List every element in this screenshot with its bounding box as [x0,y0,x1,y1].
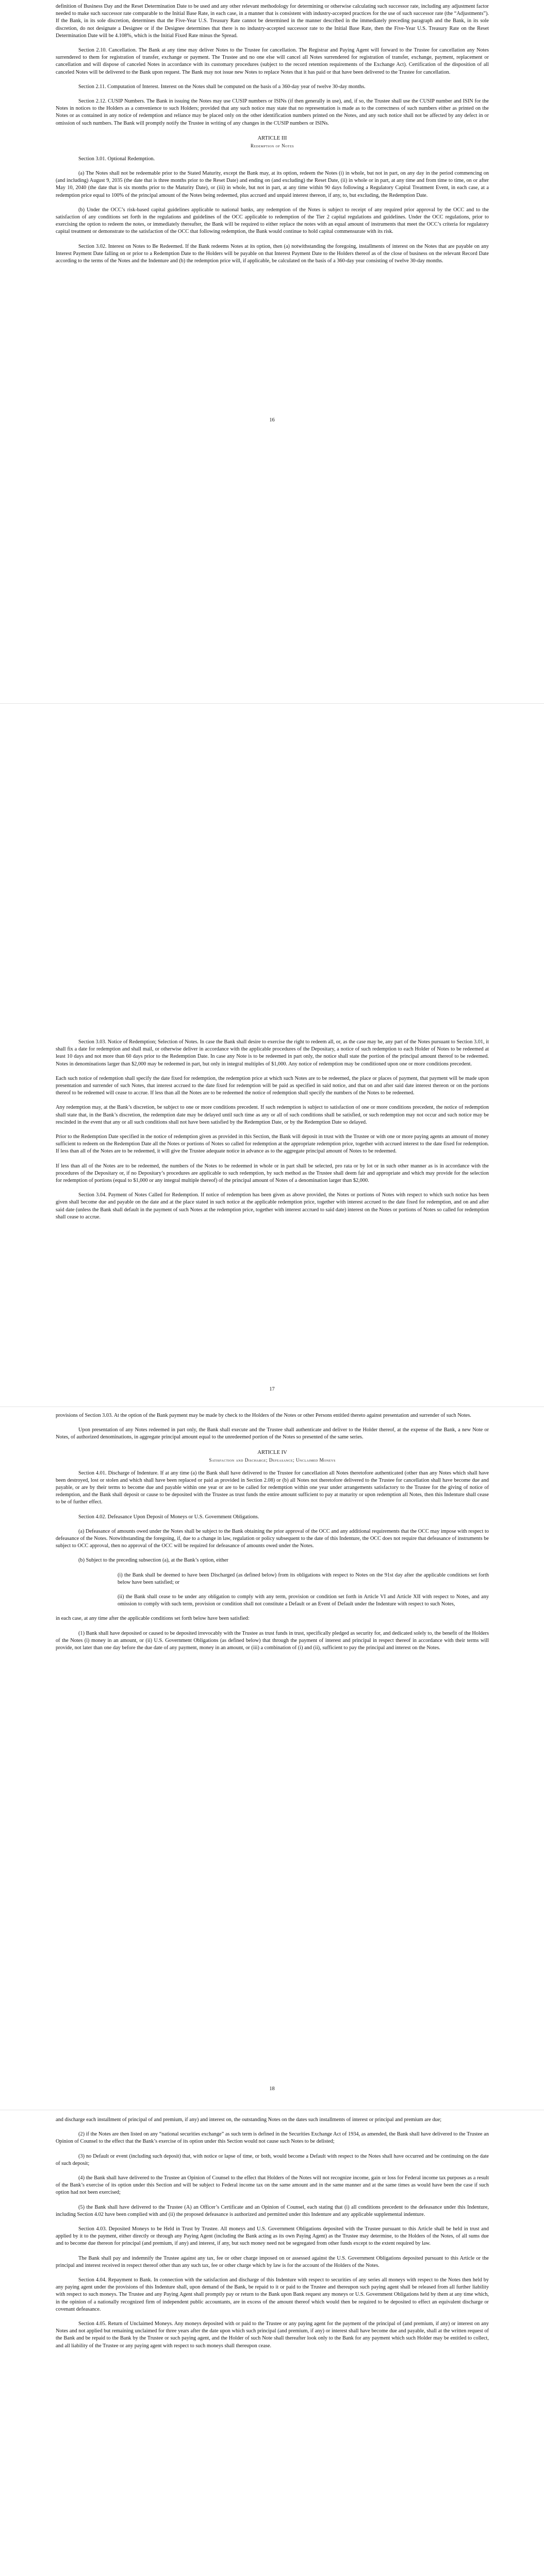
condition-5: (5) the Bank shall have delivered to the Trustee (A) an Officer’s Certificate and an Opinion of Counsel, each stating that (i) all conditions precedent to the defeasance under this Indenture, including Section 4.02 have been complied with and (ii) the proposed defeasance is authorized and permitted under this Indenture and any applicable supplemental indenture. [56,2204,489,2217]
partial-redemption-paragraph: Upon presentation of any Notes redeemed in part only, the Bank shall execute and the Trustee shall authenticate and deliver to the Holder thereof, at the expense of the Bank, a new Note or Notes, of authorized denominations, in aggregate principal amount equal to the unredeemed portion of the Notes so presented of the same series. [56,1427,489,1440]
article-subheading: Redemption of Notes [250,143,294,148]
section-3-03-notice: Each such notice of redemption shall specify the date fixed for redemption, the redemption price at which such Notes are to be redeemed, the place or places of payment, that payment will be made upon presentation and surrender of such Notes, that interest accrued to the date fixed for redemption will be paid as specified in said notice, and that on and after said date interest thereon or on the portions thereof to be redeemed will cease to accrue. If less than all the Notes are to be redeemed the notice of redemption shall specify the numbers of the Notes to be redeemed. [56,1075,489,1096]
section-4-02-b-i: (i) the Bank shall be deemed to have been Discharged (as defined below) from its obligations with respect to Notes on the 91st day after the applicable conditions set forth below have been satisfied; or [118,1572,489,1585]
page-number: 16 [269,417,275,423]
section-3-03-deposit: Prior to the Redemption Date specified in the notice of redemption given as provided in this Section, the Bank will deposit in trust with the Trustee or with one or more paying agents an amount of money sufficient to redeem on the Redemption Date all the Notes or portions of Notes so called for redemption at the appropriate redemption price, together with accrued interest to the date fixed for redemption. If less than all of the Notes are to be redeemed, it will give the Trustee adequate notice in advance as to the aggregate principal amount of Notes to be redeemed. [56,1134,489,1155]
section-3-03-selection: If less than all of the Notes are to be redeemed, the numbers of the Notes to be redeemed in whole or in part shall be selected, pro rata or by lot or in such other manner as is in accordance with the procedures of the Depositary or, if no Depositary’s procedures are applicable to such redemption, by such method as the Trustee shall deem fair and appropriate and which may provide for the selection for redemption of portions (equal to $1,000 or any integral multiple thereof) of the principal amount of Notes of a denomination larger than $2,000. [56,1163,489,1184]
page-19 [0,2110,544,2576]
page-17 [0,704,544,1406]
section-2-12: Section 2.12. CUSIP Numbers. The Bank in issuing the Notes may use CUSIP numbers or ISINs (if then generally in use), and, if so, the Trustee shall use the CUSIP number and ISIN for the Notes in notices to the Holders as a convenience to such Holders; provided that any such notice may state that no representation is made as to the correctness of such numbers either as printed on the Notes or as contained in any notice of redemption and reliance may be placed only on the other identification numbers printed on the Notes, and any such notice shall not be affected by any defect in or omission of such numbers. The Bank will promptly notify the Trustee in writing of any changes in the CUSIP numbers or ISINs. [56,98,489,126]
article-heading: ARTICLE IV [257,1449,287,1455]
section-4-02-c: in each case, at any time after the applicable conditions set forth below have been satisfied: [56,1616,250,1622]
section-3-01-b: (b) Under the OCC’s risk-based capital guidelines applicable to national banks, any redemption of the Notes is subject to receipt of any required prior approval by the OCC and to the satisfaction of any conditions set forth in the regulations and guidelines of the OCC applicable to redemption of the Tier 2 capital regulations and guidelines. Under the OCC regulations, prior to exercising the option to redeem the notes, or immediately thereafter, the Bank will be required to either replace the notes with an equal amount of instruments that meet the OCC’s criteria for regulatory capital treatment or demonstrate to the satisfaction of the OCC that following redemption, the Bank would continue to hold capital commensurate with its risk. [56,207,489,235]
section-3-03: Section 3.03. Notice of Redemption; Selection of Notes. In case the Bank shall desire to exercise the right to redeem all, or, as the case may be, any part of the Notes pursuant to Section 3.01, it shall fix a date for redemption and shall mail, or otherwise deliver in accordance with the applicable procedures of the Depositary, a notice of such redemption to each Holder of Notes to be redeemed at least 10 days and not more than 60 days prior to the Redemption Date. In case any Note is to be redeemed in part only, the notice shall state the portion of the principal amount thereof to be redeemed. Notes in denominations larger than $2,000 may be redeemed in part, but only in integral multiples of $1,000. Any notice of redemption may be conditioned upon one or more conditions precedent. [56,1039,489,1067]
section-4-05: Section 4.05. Return of Unclaimed Moneys. Any moneys deposited with or paid to the Trustee or any paying agent for the payment of the principal of (and premium, if any) or interest on any Notes and not applied but remaining unclaimed for three years after the date upon which such principal (and premium, if any) or interest shall have become due and payable, shall at the written request of the Bank and be repaid to the Bank by the Trustee or such paying agent, and the Holder of such Note shall thereafter look only to the Bank for any payment which such Holder may be entitled to collect, and all liability of the Trustee or any paying agent with respect to such moneys shall thereupon cease. [56,2321,489,2349]
continuation-paragraph: and discharge each installment of principal of and premium, if any) and interest on, the outstanding Notes on the dates such installments of interest or principal and premium are due; [56,2117,442,2123]
continuation-paragraph: provisions of Section 3.03. At the option of the Bank payment may be made by check to the Holders of the Notes or other Persons entitled thereto against presentation and surrender of such Notes. [56,1413,471,1418]
page-16 [0,0,544,703]
section-3-03-conditions: Any redemption may, at the Bank’s discretion, be subject to one or more conditions precedent. If such redemption is subject to satisfaction of one or more conditions precedent, the notice of redemption shall state that, in the Bank’s discretion, the redemption date may be delayed until such time as any or all of such conditions shall be satisfied, or such redemption may not occur and such notice may be rescinded in the event that any or all such conditions shall not have been satisfied by the Redemption Date, or by the Redemption Date so delayed. [56,1105,489,1125]
article-heading: ARTICLE III [257,135,287,141]
section-4-03: Section 4.03. Deposited Moneys to be Held in Trust by Trustee. All moneys and U.S. Government Obligations deposited with the Trustee pursuant to this Article shall be held in trust and applied by it to the payment, either directly or through any Paying Agent (including the Bank acting as its own Paying Agent) as the Trustee may determine, to the Holders of the Notes, of all sums due and to become due thereon for principal (and premium, if any) and interest, if any, but such money need not be segregated from other funds except to the extent required by law. [56,2226,489,2247]
section-4-04: Section 4.04. Repayment to Bank. In connection with the satisfaction and discharge of this Indenture with respect to securities of any series all moneys with respect to the Notes then held by any paying agent under the provisions of this Indenture shall, upon demand of the Bank, be repaid to it or paid to the Trustee and thereupon such paying agent shall be released from all further liability with respect to such moneys. The Trustee and any Paying Agent shall promptly pay or return to the Bank upon Bank request any moneys or U.S. Government Obligations held by them at any time which, in the opinion of a nationally recognized firm of independent public accountants, are in excess of the amount thereof which would then be required to be deposited to effect an equivalent discharge or covenant defeasance. [56,2277,489,2312]
condition-3: (3) no Default or event (including such deposit) that, with notice or lapse of time, or both, would become a Default with respect to the Notes shall have occurred and be continuing on the date of such deposit; [56,2153,489,2166]
page-number: 17 [269,1386,275,1392]
section-2-10: Section 2.10. Cancellation. The Bank at any time may deliver Notes to the Trustee for cancellation. The Registrar and Paying Agent will forward to the Trustee for cancellation any Notes surrendered to them for registration of transfer, exchange or payment. The Trustee and no one else will cancel all Notes surrendered for registration of transfer, exchange, payment, replacement or cancellation and will dispose of canceled Notes in accordance with its customary procedures (subject to the record retention requirements of the Exchange Act). Certification of the disposition of all canceled Notes will be delivered to the Bank upon request. The Bank may not issue new Notes to replace Notes that it has paid or that have been delivered to the Trustee for cancellation. [56,47,489,75]
section-4-02-b: (b) Subject to the preceding subsection (a), at the Bank’s option, either [78,1557,228,1564]
page-number: 18 [269,2086,275,2092]
section-4-02-b-ii: (ii) the Bank shall cease to be under any obligation to comply with any term, provision or condition set forth in Article VI and Article XII with respect to Notes, and any omission to comply with such term, provision or condition shall not constitute a Default or an Event of Default under the Indenture with respect to such Notes, [118,1594,489,1607]
section-3-01: Section 3.01. Optional Redemption. [78,156,155,162]
article-subheading: Satisfaction and Discharge; Defeasance; Unclaimed Moneys [209,1457,336,1463]
section-4-02-a: (a) Defeasance of amounts owed under the Notes shall be subject to the Bank obtaining the prior approval of the OCC and any additional requirements that the OCC may impose with respect to defeasance of the Notes. Notwithstanding the foregoing, if, due to a change in law, regulation or policy subsequent to the date of this Indenture, the OCC does not require that defeasance of instruments be subject to OCC approval, then no approval of the OCC will be required for defeasance of amounts owed under the Notes. [56,1528,489,1549]
continuation-paragraph: definition of Business Day and the Reset Determination Date to be used and any other relevant methodology for determining or otherwise calculating such successor rate, including any adjustment factor needed to make such successor rate comparable to the Initial Base Rate, in each case, in a manner that is consistent with industry-accepted practices for the use of such successor rate (the “Adjustments”). If the Bank, in its sole discretion, determines that the Five-Year U.S. Treasury Rate cannot be determined in the manner described in the immediately preceding paragraph and the Bank, in its sole discretion, do not designate a Designee or if the Designee determines that there is no industry-accepted successor rate to the Initial Base Rate, then the Five-Year U.S. Treasury Rate on the Reset Determination Date will be 4.108%, which is the Initial Fixed Rate minus the Spread. [56,4,489,39]
section-3-04: Section 3.04. Payment of Notes Called for Redemption. If notice of redemption has been given as above provided, the Notes or portions of Notes with respect to which such notice has been given shall become due and payable on the date and at the place stated in such notice at the applicable redemption price, together with interest accrued to the date fixed for redemption, and on and after said date (unless the Bank shall default in the payment of such Notes at the redemption price, together with interest accrued to said date) interest on the Notes or portions of Notes so called for redemption shall cease to accrue. [56,1192,489,1220]
section-4-02: Section 4.02. Defeasance Upon Deposit of Moneys or U.S. Government Obligations. [78,1514,259,1520]
section-4-01: Section 4.01. Discharge of Indenture. If at any time (a) the Bank shall have delivered to the Trustee for cancellation all Notes theretofore authenticated (other than any Notes which shall have been destroyed, lost or stolen and which shall have been replaced or paid as provided in Section 2.08) or (b) all Notes not theretofore delivered to the Trustee for cancellation shall have become due and payable, or are by their terms to become due and payable within one year or are to be called for redemption within one year under arrangements satisfactory to the Trustee for the giving of notice of redemption, and the Bank shall deposit or cause to be deposited with the Trustee as trust funds the entire amount sufficient to pay at maturity or upon redemption all Notes, then this Indenture shall cease to be of further effect. [56,1470,489,1505]
section-2-11: Section 2.11. Computation of Interest. Interest on the Notes shall be computed on the basis of a 360-day year of twelve 30-day months. [78,83,366,90]
page-18 [0,1407,544,2110]
condition-1: (1) Bank shall have deposited or caused to be deposited irrevocably with the Trustee as trust funds in trust, specifically pledged as security for, and dedicated solely to, the benefit of the Holders of the Notes (i) money in an amount, or (ii) U.S. Government Obligations (as defined below) that through the payment of interest and principal in respect thereof in accordance with their terms will provide, not later than one day before the due date of any payment, money in an amount, or (iii) a combination of (i) and (ii), sufficient to pay the principal and interest on the Notes. [56,1630,489,1651]
condition-2: (2) if the Notes are then listed on any “national securities exchange” as such term is defined in the Securities Exchange Act of 1934, as amended, the Bank shall have delivered to the Trustee an Opinion of Counsel to the effect that the Bank’s exercise of its option under this Section would not cause such Notes to be delisted; [56,2131,489,2145]
section-3-01-a: (a) The Notes shall not be redeemable prior to the Stated Maturity, except the Bank may, at its option, redeem the Notes (i) in whole, but not in part, on any day in the period commencing on (and including) August 9, 2035 (the date that is three months prior to the Reset Date) and ending on (and excluding) the Reset Date, (ii) in whole or in part, at any time and from time to time, on or after May 10, 2040 (the date that is six months prior to the Maturity Date), or (iii) in whole, but not in part, at any time within 90 days following a Regulatory Capital Treatment Event, in each case, at a redemption price equal to 100% of the principal amount of the Notes being redeemed, plus accrued and unpaid interest thereon, if any, to, but excluding, the Redemption Date. [56,171,489,198]
section-4-03-tax: The Bank shall pay and indemnify the Trustee against any tax, fee or other charge imposed on or assessed against the U.S. Government Obligations deposited pursuant to this Article or the principal and interest received in respect thereof other than any such tax, fee or other charge which by law is for the account of the Holders of the Notes. [56,2255,489,2268]
condition-4: (4) the Bank shall have delivered to the Trustee an Opinion of Counsel to the effect that Holders of the Notes will not recognize income, gain or loss for Federal income tax purposes as a result of the Bank’s exercise of its option under this Section and will be subject to Federal income tax on the same amount and in the same manner and at the same times as would have been the case if such option had not been exercised; [56,2175,489,2196]
section-3-02: Section 3.02. Interest on Notes to Be Redeemed. If the Bank redeems Notes at its option, then (a) notwithstanding the foregoing, installments of interest on the Notes that are payable on any Interest Payment Date falling on or prior to a Redemption Date to the Holders will be payable on that Interest Payment Date to the Holders thereof as of the close of business on the relevant Record Date according to the terms of the Notes and the Indenture and (b) the redemption price will, if applicable, be calculated on the basis of a 360-day year consisting of twelve 30-day months. [56,243,489,264]
